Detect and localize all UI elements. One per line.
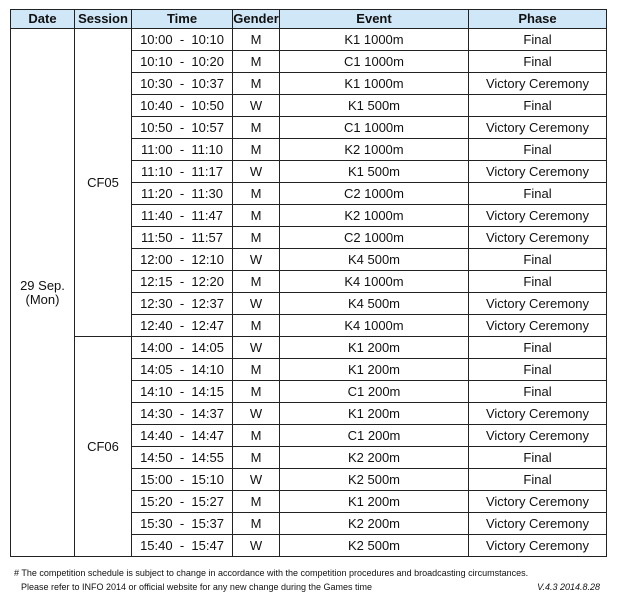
phase-cell: Final [469, 381, 607, 403]
date-weekday: (Mon) [25, 291, 60, 307]
gender-cell: M [233, 117, 280, 139]
time-cell: 11:40 - 11:47 [132, 205, 233, 227]
time-cell: 12:00 - 12:10 [132, 249, 233, 271]
time-cell: 10:00 - 10:10 [132, 29, 233, 51]
time-cell: 10:10 - 10:20 [132, 51, 233, 73]
gender-cell: M [233, 425, 280, 447]
schedule-row [11, 29, 607, 51]
phase-cell: Victory Ceremony [469, 73, 607, 95]
time-cell: 10:30 - 10:37 [132, 73, 233, 95]
event-cell: K1 1000m [280, 73, 469, 95]
time-cell: 10:50 - 10:57 [132, 117, 233, 139]
header-phase: Phase [469, 10, 607, 29]
event-cell: K4 1000m [280, 271, 469, 293]
gender-cell: M [233, 359, 280, 381]
phase-cell: Final [469, 29, 607, 51]
phase-cell: Victory Ceremony [469, 425, 607, 447]
phase-cell: Final [469, 469, 607, 491]
event-cell: C1 1000m [280, 51, 469, 73]
time-cell: 15:00 - 15:10 [132, 469, 233, 491]
date-day: 29 Sep. [20, 277, 65, 293]
event-cell: K2 1000m [280, 205, 469, 227]
header-date: Date [11, 10, 75, 29]
event-cell: K2 200m [280, 513, 469, 535]
gender-cell: W [233, 469, 280, 491]
event-cell: K2 500m [280, 469, 469, 491]
phase-cell: Final [469, 337, 607, 359]
phase-cell: Final [469, 271, 607, 293]
phase-cell: Victory Ceremony [469, 513, 607, 535]
gender-cell: M [233, 205, 280, 227]
gender-cell: M [233, 491, 280, 513]
event-cell: K4 500m [280, 249, 469, 271]
phase-cell: Final [469, 95, 607, 117]
gender-cell: M [233, 315, 280, 337]
time-cell: 12:15 - 12:20 [132, 271, 233, 293]
phase-cell: Victory Ceremony [469, 491, 607, 513]
gender-cell: M [233, 183, 280, 205]
gender-cell: M [233, 447, 280, 469]
header-event: Event [280, 10, 469, 29]
gender-cell: M [233, 51, 280, 73]
time-cell: 14:50 - 14:55 [132, 447, 233, 469]
gender-cell: M [233, 227, 280, 249]
time-cell: 14:30 - 14:37 [132, 403, 233, 425]
phase-cell: Final [469, 359, 607, 381]
event-cell: C1 200m [280, 425, 469, 447]
phase-cell: Final [469, 51, 607, 73]
footer-note [14, 566, 606, 594]
phase-cell: Victory Ceremony [469, 117, 607, 139]
header-time: Time [132, 10, 233, 29]
event-cell: C2 1000m [280, 227, 469, 249]
time-cell: 11:10 - 11:17 [132, 161, 233, 183]
gender-cell: W [233, 293, 280, 315]
phase-cell: Final [469, 139, 607, 161]
session-cell: CF06 [75, 337, 132, 557]
footer-note-line2: Please refer to INFO 2014 or official website for any new change during the Games time [21, 582, 373, 592]
schedule-header [11, 10, 607, 29]
time-cell: 11:00 - 11:10 [132, 139, 233, 161]
gender-cell: M [233, 381, 280, 403]
gender-cell: M [233, 73, 280, 95]
event-cell: K1 200m [280, 491, 469, 513]
gender-cell: M [233, 29, 280, 51]
date-cell [11, 29, 75, 557]
time-cell: 14:05 - 14:10 [132, 359, 233, 381]
time-cell: 12:40 - 12:47 [132, 315, 233, 337]
time-cell: 15:40 - 15:47 [132, 535, 233, 557]
schedule-row [11, 337, 607, 359]
time-cell: 15:30 - 15:37 [132, 513, 233, 535]
gender-cell: W [233, 337, 280, 359]
header-session: Session [75, 10, 132, 29]
time-cell: 15:20 - 15:27 [132, 491, 233, 513]
gender-cell: M [233, 513, 280, 535]
event-cell: K1 200m [280, 337, 469, 359]
footer-note-line2-row [14, 580, 606, 594]
phase-cell: Victory Ceremony [469, 205, 607, 227]
event-cell: K2 200m [280, 447, 469, 469]
time-cell: 11:50 - 11:57 [132, 227, 233, 249]
event-cell: K4 500m [280, 293, 469, 315]
event-cell: C1 200m [280, 381, 469, 403]
session-cell: CF05 [75, 29, 132, 337]
event-cell: K2 1000m [280, 139, 469, 161]
version-label: V.4.3 2014.8.28 [537, 582, 600, 592]
event-cell: K1 500m [280, 95, 469, 117]
time-cell: 11:20 - 11:30 [132, 183, 233, 205]
schedule-table [10, 9, 607, 557]
event-cell: K2 500m [280, 535, 469, 557]
phase-cell: Victory Ceremony [469, 535, 607, 557]
phase-cell: Victory Ceremony [469, 315, 607, 337]
event-cell: C1 1000m [280, 117, 469, 139]
time-cell: 12:30 - 12:37 [132, 293, 233, 315]
phase-cell: Final [469, 183, 607, 205]
gender-cell: W [233, 403, 280, 425]
footer-note-line1: # The competition schedule is subject to change in accordance with the competition procedures and broadcasting circumstances. [14, 568, 529, 578]
phase-cell: Victory Ceremony [469, 161, 607, 183]
gender-cell: W [233, 161, 280, 183]
time-cell: 14:10 - 14:15 [132, 381, 233, 403]
event-cell: C2 1000m [280, 183, 469, 205]
event-cell: K1 500m [280, 161, 469, 183]
schedule-body [11, 29, 607, 557]
phase-cell: Final [469, 447, 607, 469]
time-cell: 14:00 - 14:05 [132, 337, 233, 359]
phase-cell: Victory Ceremony [469, 227, 607, 249]
time-cell: 10:40 - 10:50 [132, 95, 233, 117]
phase-cell: Victory Ceremony [469, 403, 607, 425]
header-gender: Gender [233, 10, 280, 29]
phase-cell: Victory Ceremony [469, 293, 607, 315]
schedule-wrapper [10, 9, 606, 557]
phase-cell: Final [469, 249, 607, 271]
gender-cell: W [233, 95, 280, 117]
event-cell: K1 200m [280, 403, 469, 425]
gender-cell: W [233, 535, 280, 557]
event-cell: K1 200m [280, 359, 469, 381]
gender-cell: W [233, 249, 280, 271]
event-cell: K4 1000m [280, 315, 469, 337]
time-cell: 14:40 - 14:47 [132, 425, 233, 447]
gender-cell: M [233, 139, 280, 161]
gender-cell: M [233, 271, 280, 293]
event-cell: K1 1000m [280, 29, 469, 51]
